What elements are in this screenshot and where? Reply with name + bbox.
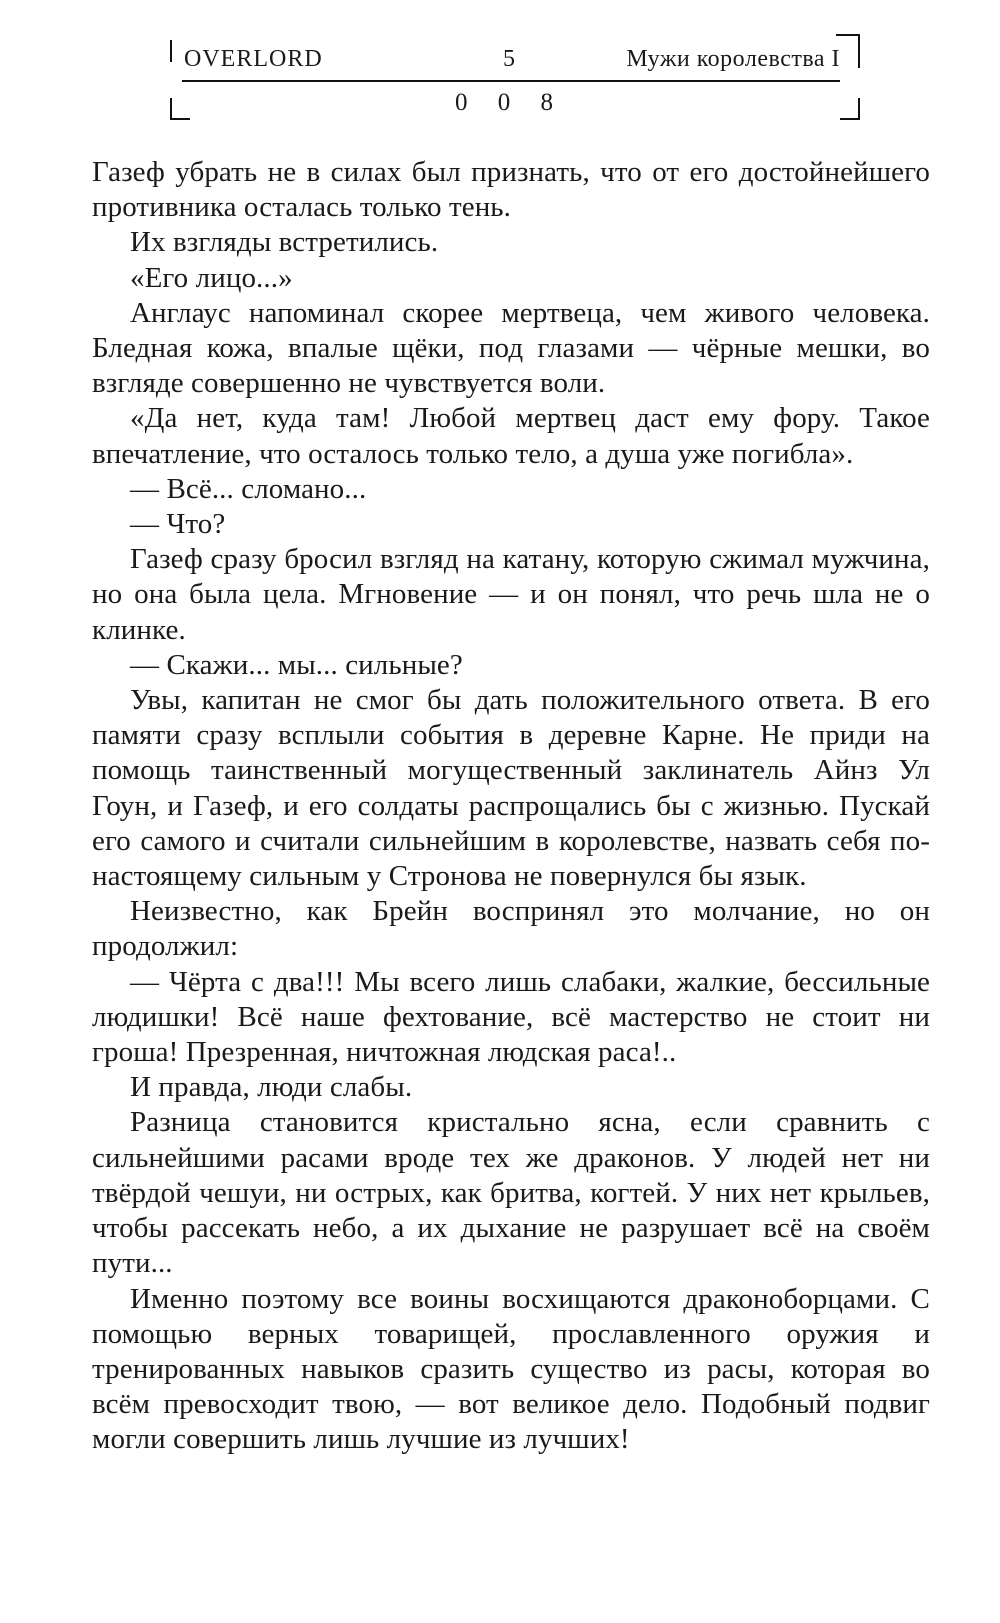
header-rule: [182, 80, 840, 82]
paragraph: Разница становится кристально ясна, если сравнить с сильнейшими расами вроде тех же драконов. У людей нет ни твёрдой чешуи, ни острых, как бритва, когтей. У них нет крыльев, чтобы рассекать небо, а их дыхание не разрушает всё на своём пути...: [92, 1106, 930, 1280]
chapter-number: 0 0 8: [455, 89, 565, 116]
paragraph: Увы, капитан не смог бы дать положительного ответа. В его памяти сразу всплыли события в деревне Карне. Не приди на помощь таинственный могущественный заклинатель Айнз Ул Гоун, и Газеф, и его солдаты распрощались бы с жизнью. Пускай его самого и считали сильнейшим в королевстве, назвать себя по-настоящему сильным у Стронова не повернулся бы язык.: [92, 684, 930, 893]
volume-subtitle: Мужи королевства I: [626, 46, 840, 72]
dialogue-line: — Всё... сломано...: [130, 472, 367, 505]
paragraph: «Его лицо...»: [130, 261, 293, 294]
dialogue-line: — Скажи... мы... сильные?: [130, 648, 463, 681]
paragraph: Именно поэтому все воины восхищаются драконоборцами. С помощью верных товарищей, прославленного оружия и тренированных навыков сразить существо из расы, которая во всём превосходит твою, — вот великое дело. Подобный подвиг могли совершить лишь лучшие из лучших!: [92, 1282, 930, 1456]
crop-mark-top-left: [170, 40, 172, 62]
paragraph: Их взгляды встретились.: [130, 226, 439, 259]
dialogue-line: — Что?: [130, 508, 226, 541]
paragraph: Газеф убрать не в силах был признать, что от его достойнейшего противника осталась только тень.: [92, 156, 930, 224]
paragraph: «Да нет, куда там! Любой мертвец даст ему фору. Такое впечатление, что осталось только тело, а душа уже погибла».: [92, 402, 930, 470]
paragraph: Англаус напоминал скорее мертвеца, чем живого человека. Бледная кожа, впалые щёки, под глазами — чёрные мешки, во взгляде совершенно не чувствуется воли.: [92, 296, 930, 400]
body-text: [92, 155, 930, 1458]
book-title: OVERLORD: [184, 46, 323, 72]
volume-number: 5: [503, 46, 516, 72]
paragraph: И правда, люди слабы.: [130, 1071, 413, 1104]
page-header: [0, 0, 1000, 150]
paragraph: Газеф сразу бросил взгляд на катану, которую сжимал мужчина, но она была цела. Мгновение — и он понял, что речь шла не о клинке.: [92, 543, 930, 646]
dialogue-line: — Чёрта с два!!! Мы всего лишь слабаки, жалкие, бессильные людишки! Всё наше фехтование, всё мастерство не стоит ни гроша! Презренная, ничтожная людская раса!..: [92, 965, 930, 1069]
paragraph: Неизвестно, как Брейн воспринял это молчание, но он продолжил:: [92, 895, 930, 963]
